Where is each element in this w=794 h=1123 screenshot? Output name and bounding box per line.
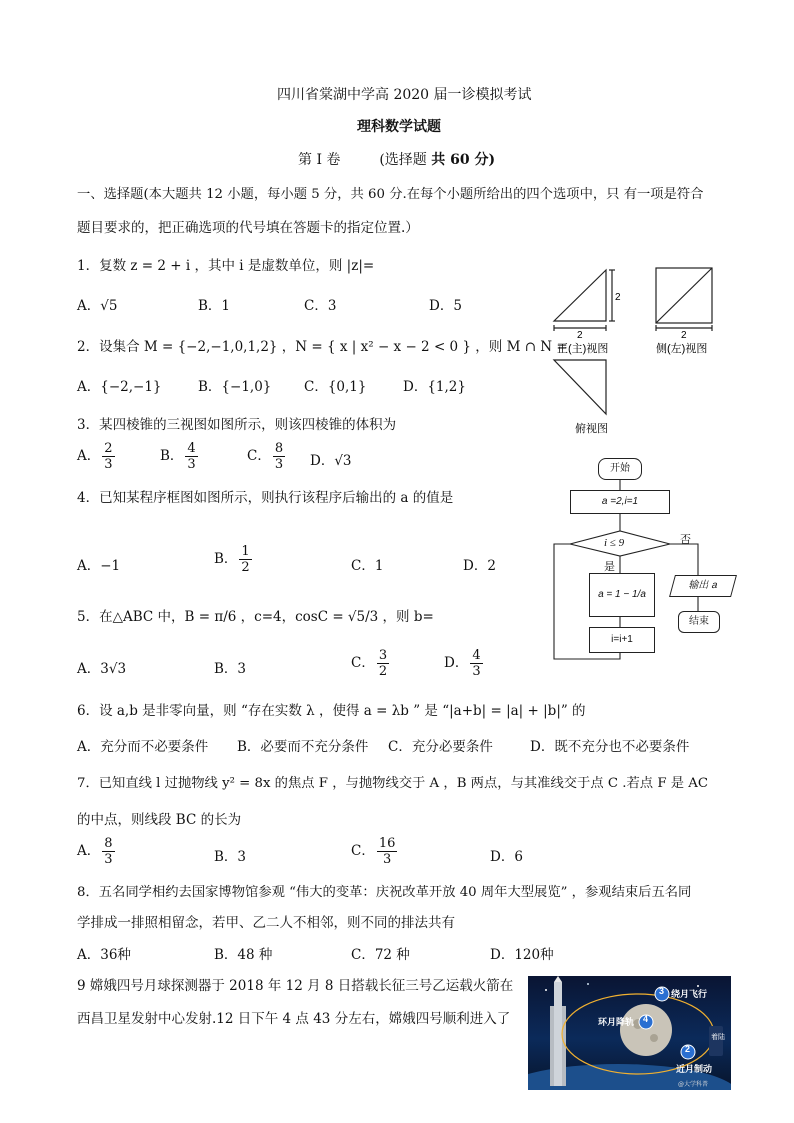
q2-option-c: C．{0,1} xyxy=(304,379,367,395)
q7-stem-line2: 的中点，则线段 BC 的长为 xyxy=(77,812,242,828)
q2-stem: 2．设集合 M = {−2,−1,0,1,2} ，N = { x | x² − x − 2 < 0 } ，则 M ∩ N = xyxy=(77,339,568,355)
q5-option-a: A．3√3 xyxy=(77,661,127,677)
flow-update-a: a = 1 − 1/a xyxy=(589,573,655,617)
q5-option-b: B．3 xyxy=(214,661,247,677)
q6-option-a: A．充分而不必要条件 xyxy=(77,739,209,755)
flow-init: a =2,i=1 xyxy=(570,490,670,514)
photo-num-3: 3 xyxy=(659,986,665,996)
photo-label-descend: 环月降轨 xyxy=(598,1018,635,1028)
q4-stem: 4．已知某程序框图如图所示，则执行该程序后输出的 a 的值是 xyxy=(77,490,454,506)
q3-option-d: D．√3 xyxy=(310,453,352,469)
q5-option-d: D． $\frac{4}{3}$ xyxy=(444,648,481,679)
part-header xyxy=(298,149,495,169)
q1-stem: 1．复数 z = 2 + i ，其中 i 是虚数单位，则 |z|= xyxy=(77,258,375,274)
top-view xyxy=(554,360,606,414)
exam-subtitle: 理科数学试题 xyxy=(357,119,441,135)
q1-option-a: A．√5 xyxy=(77,298,118,314)
flow-update-i: i=i+1 xyxy=(589,627,655,653)
flow-condition: i ≤ 9 xyxy=(604,537,625,549)
q3-stem: 3．某四棱锥的三视图如图所示，则该四棱锥的体积为 xyxy=(77,417,397,433)
q6-stem: 6．设 a,b 是非零向量，则 “存在实数 λ ，使得 a = λb ” 是 “|a+b| = |a| + |b|” 的 xyxy=(77,703,586,719)
part-note: (选择题 xyxy=(379,152,427,168)
q7-option-b: B．3 xyxy=(214,849,247,865)
q7-stem-line1: 7．已知直线 l 过抛物线 y² = 8x 的焦点 F ，与抛物线交于 A ，B 两点，与其准线交于点 C .若点 F 是 AC xyxy=(77,776,709,791)
q2-option-d: D．{1,2} xyxy=(403,379,466,395)
q7-option-d: D．6 xyxy=(490,849,523,865)
flow-output: 输出 a xyxy=(669,575,737,597)
q1-option-d: D．5 xyxy=(429,298,462,314)
photo-label-orbit: 绕月飞行 xyxy=(671,990,708,1000)
top-view-label: 俯视图 xyxy=(575,423,608,435)
q2-option-b: B．{−1,0} xyxy=(198,379,272,395)
q7-option-a: A． $\frac{8}{3}$ xyxy=(77,836,113,867)
q8-option-c: C．72 种 xyxy=(351,947,410,963)
section-instructions-line2: 题目要求的，把正确选项的代号填在答题卡的指定位置.） xyxy=(77,220,419,236)
photo-num-4: 4 xyxy=(643,1014,649,1024)
q5-option-c: C． $\frac{3}{2}$ xyxy=(351,648,388,679)
q3-option-b: B． $\frac{4}{3}$ xyxy=(160,441,196,472)
q1-option-c: C．3 xyxy=(304,298,337,314)
q6-option-c: C．充分必要条件 xyxy=(388,739,493,755)
part-score: 共 60 分) xyxy=(431,152,496,168)
flow-no-label: 否 xyxy=(680,533,691,546)
photo-label-brake: 近月制动 xyxy=(676,1065,713,1075)
front-view xyxy=(554,270,615,331)
q4-option-a: A．−1 xyxy=(77,558,121,574)
flow-end: 结束 xyxy=(678,611,720,633)
exam-title: 四川省棠湖中学高 2020 届一诊模拟考试 xyxy=(277,87,532,103)
q8-stem-line2: 学排成一排照相留念，若甲、乙二人不相邻，则不同的排法共有 xyxy=(77,915,455,931)
part-label: 第 I 卷 xyxy=(298,152,341,168)
section-instructions-line1: 一、选择题(本大题共 12 小题，每小题 5 分，共 60 分.在每个小题所给出的四个选项中，只 有一项是符合 xyxy=(77,187,704,202)
front-view-label: 正(主)视图 xyxy=(557,343,609,355)
q6-option-b: B．必要而不充分条件 xyxy=(237,739,369,755)
q3-option-a: A． $\frac{2}{3}$ xyxy=(77,441,113,472)
q9-stem-line2: 西昌卫星发射中心发射.12 日下午 4 点 43 分左右，嫦娥四号顺利进入了 xyxy=(77,1011,511,1027)
q1-option-b: B．1 xyxy=(198,298,231,314)
q7-option-c: C． $\frac{16}{3}$ xyxy=(351,836,396,867)
q3-option-c: C． $\frac{8}{3}$ xyxy=(247,441,284,472)
photo-num-2: 2 xyxy=(685,1044,691,1054)
q2-option-a: A．{−2,−1} xyxy=(77,379,162,395)
q8-option-a: A．36种 xyxy=(77,947,131,963)
photo-label-landing: 着陆 xyxy=(711,1033,725,1041)
front-dim-bottom: 2 xyxy=(577,330,583,341)
side-view-label: 侧(左)视图 xyxy=(656,343,708,355)
q9-stem-line1: 9 嫦娥四号月球探测器于 2018 年 12 月 8 日搭载长征三号乙运载火箭在 xyxy=(77,978,514,994)
q8-option-b: B．48 种 xyxy=(214,947,273,963)
change4-photo xyxy=(528,976,731,1090)
side-view xyxy=(656,268,712,331)
front-dim-right: 2 xyxy=(615,292,621,303)
side-dim-bottom: 2 xyxy=(681,330,687,341)
q4-option-b: B． $\frac{1}{2}$ xyxy=(214,544,250,575)
photo-watermark: @大学科普 xyxy=(678,1081,709,1088)
flow-yes-label: 是 xyxy=(604,560,615,573)
flow-start: 开始 xyxy=(598,458,642,480)
q4-option-d: D．2 xyxy=(463,558,496,574)
q5-stem: 5．在△ABC 中，B = π/6 ，c=4，cosC = √5/3 ，则 b= xyxy=(77,609,434,625)
q8-option-d: D．120种 xyxy=(490,947,554,963)
q8-stem-line1: 8．五名同学相约去国家博物馆参观 “伟大的变革：庆祝改革开放 40 周年大型展览” ，参观结束后五名同 xyxy=(77,885,692,900)
three-view-figure xyxy=(546,264,726,444)
q6-option-d: D．既不充分也不必要条件 xyxy=(530,739,690,755)
q4-option-c: C．1 xyxy=(351,558,384,574)
